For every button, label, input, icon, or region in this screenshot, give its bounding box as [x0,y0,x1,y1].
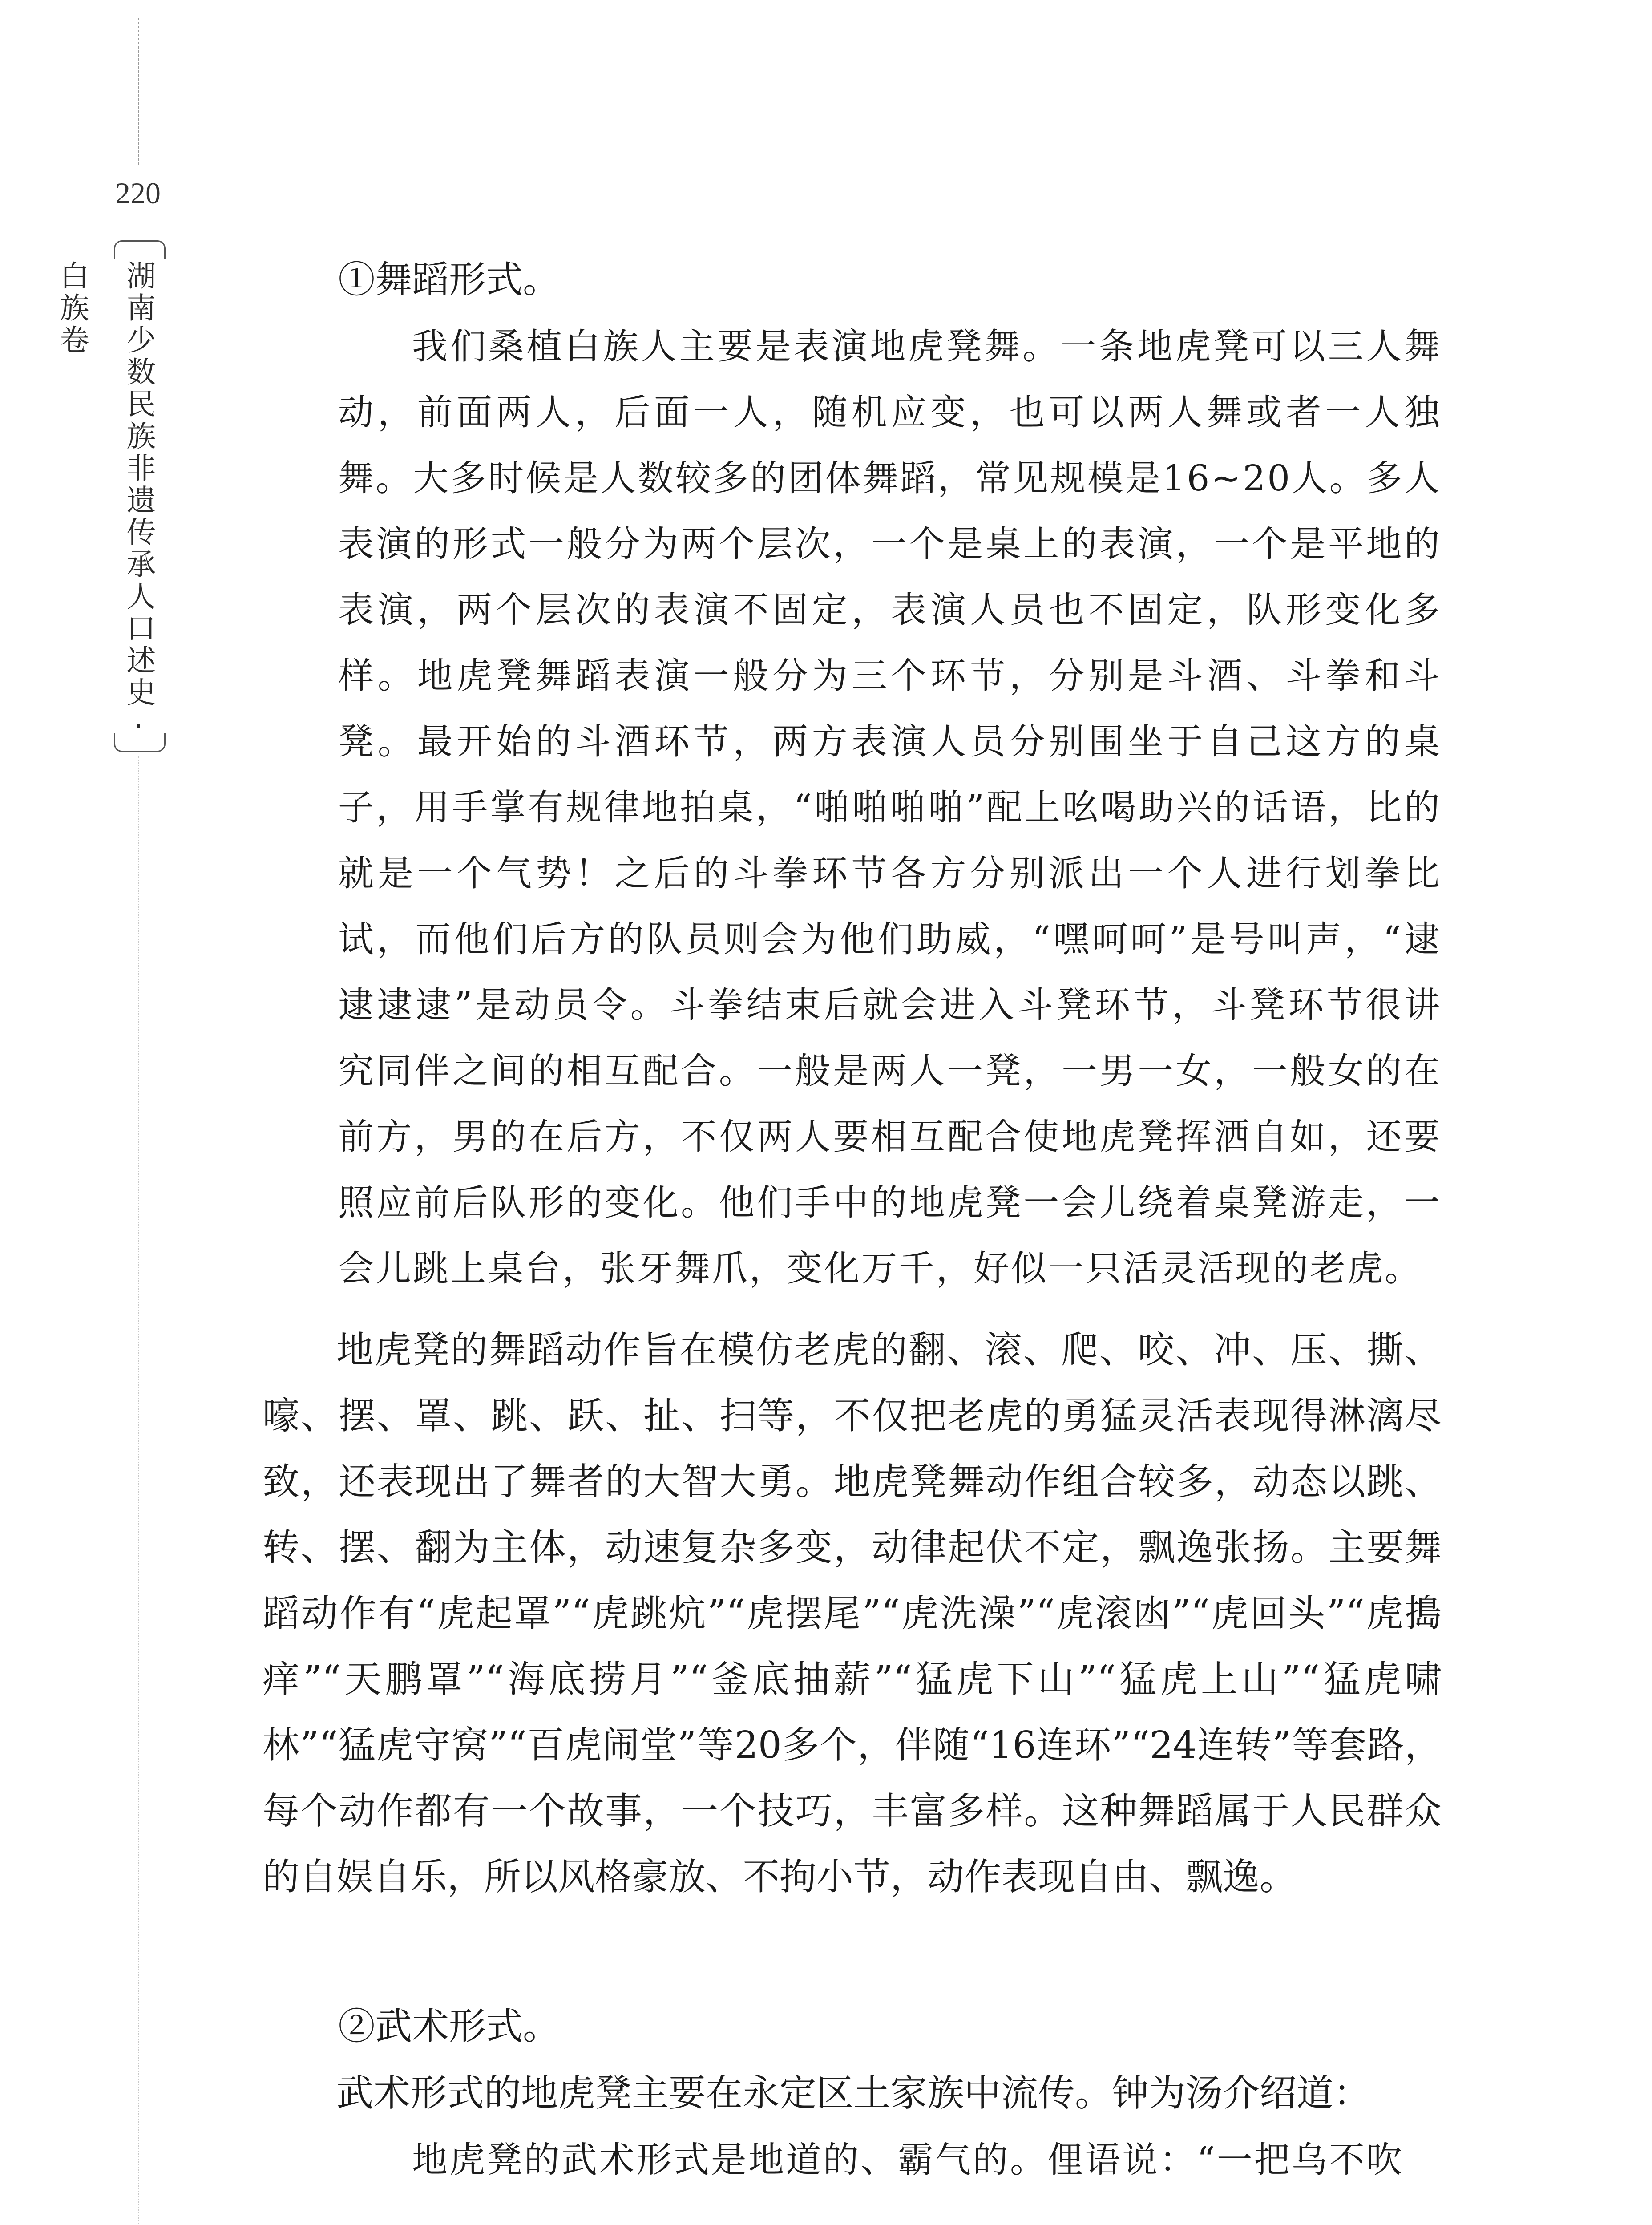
header-bracket-bottom [114,733,166,752]
dance-movements-paragraph: 地虎凳的舞蹈动作旨在模仿老虎的翻、滚、爬、咬、冲、压、撕、嚎、摆、罩、跳、跃、扯、扫等，不仅把老虎的勇猛灵活表现得淋漓尽致，还表现出了舞者的大智大勇。地虎凳舞动作组合较多，动态以跳、转、摆、翻为主体，动速复杂多变，动律起伏不定，飘逸张扬。主要舞蹈动作有“虎起罩”“虎跳炕”“虎摆尾”“虎洗澡”“虎滚凼”“虎回头”“虎搗痒”“天鹏罩”“海底捞月”“釜底抽薪”“猛虎下山”“猛虎上山”“猛虎啸林”“猛虎守窝”“百虎闹堂”等20多个，伴随“16连环”“24连转”等套路，每个动作都有一个故事，一个技巧，丰富多样。这种舞蹈属于人民群众的自娱自乐，所以风格豪放、不拘小节，动作表现自由、飘逸。 [263,1328,1442,1898]
margin-dotted-line-bottom [138,756,139,2225]
header-bracket-top [114,240,166,259]
martial-intro-paragraph: 武术形式的地虎凳主要在永定区土家族中流传。钟为汤介绍道： [336,2071,1370,2115]
page-number: 220 [115,176,161,210]
running-title: 湖南少数民族非遗传承人口述史·白族卷 [55,260,156,746]
running-header [55,240,172,752]
margin-dashed-line-top [138,18,139,165]
section-heading-martial: ②武术形式。 [338,2005,560,2048]
dance-interview-quote: 我们桑植白族人主要是表演地虎凳舞。一条地虎凳可以三人舞动，前面两人，后面一人，随机应变，也可以两人舞或者一人独舞。大多时候是人数较多的团体舞蹈，常见规模是16~20人。多人表演的形式一般分为两个层次，一个是桌上的表演，一个是平地的表演，两个层次的表演不固定，表演人员也不固定，队形变化多样。地虎凳舞蹈表演一般分为三个环节，分别是斗酒、斗拳和斗凳。最开始的斗酒环节，两方表演人员分别围坐于自己这方的桌子，用手掌有规律地拍桌，“啪啪啪啪”配上吆喝助兴的话语，比的就是一个气势！之后的斗拳环节各方分别派出一个人进行划拳比试，而他们后方的队员则会为他们助威，“嘿呵呵”是号叫声，“逮逮逮逮”是动员令。斗拳结束后就会进入斗凳环节，斗凳环节很讲究同伴之间的相互配合。一般是两人一凳，一男一女，一般女的在前方，男的在后方，不仅两人要相互配合使地虎凳挥洒自如，还要照应前后队形的变化。他们手中的地虎凳一会儿绕着桌凳游走，一会儿跳上桌台，张牙舞爪，变化万千，好似一只活灵活现的老虎。 [338,326,1442,1289]
section-heading-dance: ①舞蹈形式。 [338,258,560,301]
martial-interview-quote: 地虎凳的武术形式是地道的、霸气的。俚语说：“一把乌不吹 [412,2139,1404,2180]
